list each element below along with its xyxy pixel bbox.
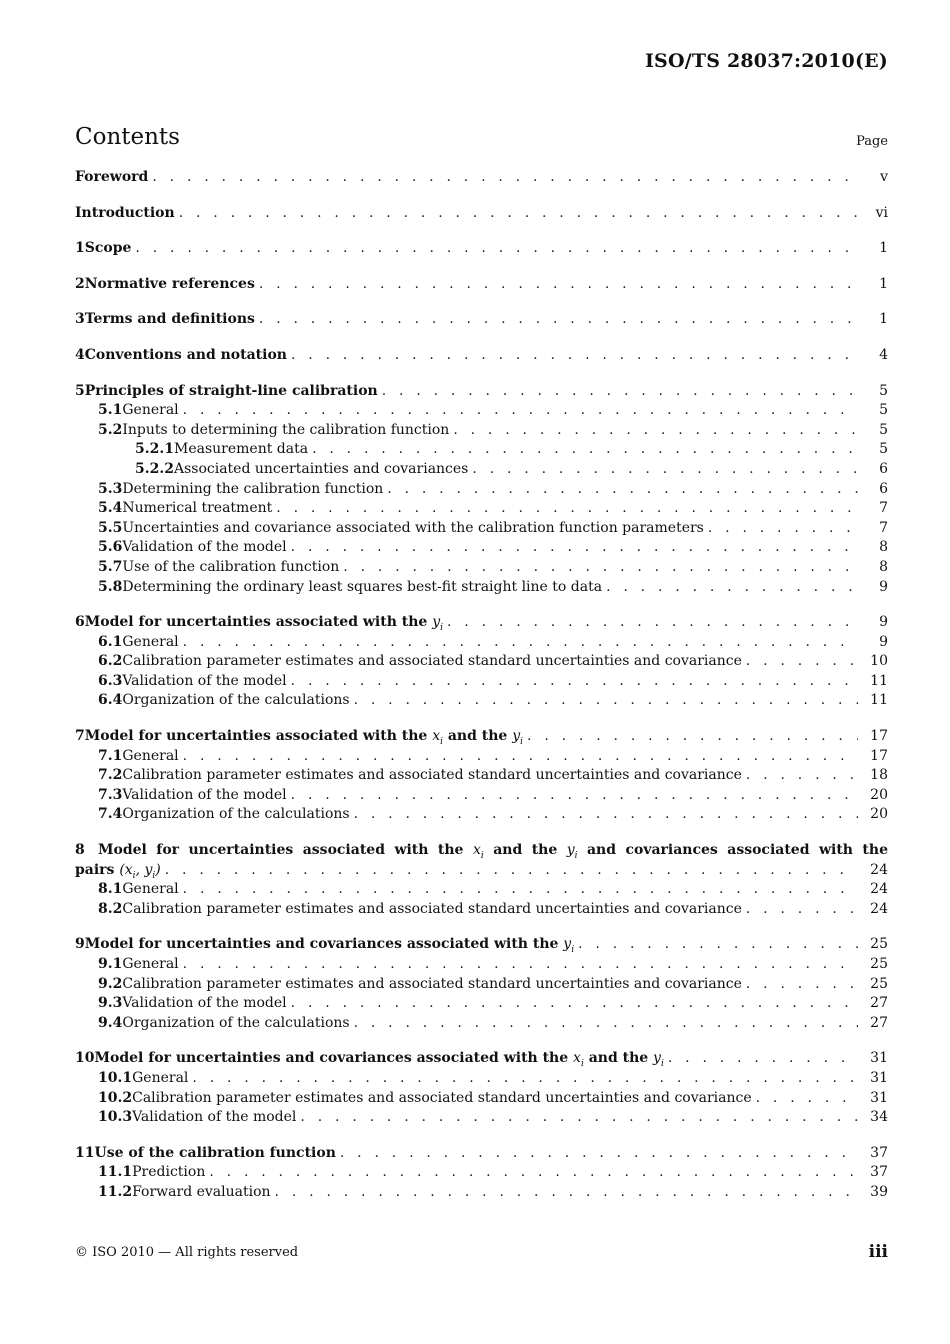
toc-page-number: 5 <box>879 402 888 419</box>
toc-subentry <box>75 955 888 975</box>
toc-page-number: 6 <box>879 460 888 477</box>
math-variable: $y_i$ <box>566 842 578 861</box>
toc-entry-number: 11.2 <box>98 1183 133 1200</box>
toc-page-number: 25 <box>870 936 888 953</box>
toc-entry-number: 5.2.1 <box>135 441 174 458</box>
toc-entry-title: Calibration parameter estimates and associated standard uncertainties and covariance <box>122 767 742 784</box>
math-pair <box>119 861 161 881</box>
toc-page-number: 5 <box>879 382 888 399</box>
toc-subentry <box>75 786 888 806</box>
leader-dots <box>192 1069 858 1089</box>
toc-entry-title: Organization of the calculations <box>122 806 350 823</box>
leader-dots <box>708 519 858 539</box>
toc-page-number: 6 <box>879 480 888 497</box>
toc-subentry <box>75 401 888 421</box>
copyright-notice: © ISO 2010 — All rights reserved <box>75 1245 299 1260</box>
math-subscript: i <box>571 945 575 956</box>
toc-entry-number: 6.1 <box>98 633 123 650</box>
leader-dots <box>312 440 858 460</box>
toc-entry-title: Prediction <box>132 1164 206 1181</box>
toc-entry-number: 10.2 <box>98 1089 133 1106</box>
toc-entry <box>75 204 888 224</box>
toc-entry-number: 2 <box>75 275 85 292</box>
toc-entry-title: Model for uncertainties associated with the $x_i$ and the $y_i$ <box>84 728 524 747</box>
toc-entry-title: General <box>122 881 179 898</box>
leader-dots <box>756 1089 858 1109</box>
toc-entry-number: 10.3 <box>98 1109 133 1126</box>
leader-dots <box>300 1108 858 1128</box>
toc-page-number: 24 <box>870 861 888 878</box>
math-subscript: i <box>520 736 524 747</box>
leader-dots <box>291 994 858 1014</box>
toc-entry-title: Calibration parameter estimates and associated standard uncertainties and covariance <box>132 1089 752 1106</box>
toc-entry <box>75 275 888 295</box>
toc-entry-number: 5.3 <box>98 480 123 497</box>
leader-dots <box>291 346 858 366</box>
leader-dots <box>183 955 858 975</box>
toc-page-number: 31 <box>870 1089 888 1106</box>
toc-entry-number: 5.2 <box>98 421 123 438</box>
toc-entry-title: Introduction <box>75 204 175 221</box>
toc-subentry <box>75 558 888 578</box>
toc-entry-number: 7.4 <box>98 806 123 823</box>
toc-entry <box>75 861 888 881</box>
leader-dots <box>746 900 858 920</box>
toc-section <box>75 935 888 1033</box>
toc-entry-number: 5 <box>75 382 85 399</box>
math-variable: ($x_i$, $y_i$) <box>119 861 161 881</box>
leader-dots <box>165 861 858 881</box>
toc-page-number: 9 <box>879 633 888 650</box>
toc-subentry <box>75 652 888 672</box>
toc-page-number: 1 <box>879 311 888 328</box>
toc-entry-line <box>75 841 888 861</box>
math-subscript: i <box>152 870 156 881</box>
leader-dots <box>183 880 858 900</box>
toc-page-number: 11 <box>870 692 888 709</box>
toc-page-number: 11 <box>870 672 888 689</box>
toc-subentry <box>75 1183 888 1203</box>
toc-entry-number: 9.2 <box>98 975 123 992</box>
toc-section <box>75 727 888 825</box>
toc-entry-number: 8.2 <box>98 900 123 917</box>
toc-entry-title: Associated uncertainties and covariances <box>173 460 469 477</box>
toc-page-number: 1 <box>879 240 888 257</box>
toc-page-number: 7 <box>879 500 888 517</box>
leader-dots <box>259 310 858 330</box>
document-id: ISO/TS 28037:2010(E) <box>644 50 888 72</box>
toc-subentry <box>75 994 888 1014</box>
leader-dots <box>276 499 858 519</box>
toc-subentry <box>75 578 888 598</box>
math-variable: $x_i$ <box>432 728 443 747</box>
leader-dots <box>291 672 858 692</box>
toc-entry-number: 6 <box>75 614 85 631</box>
toc-page-number: 10 <box>870 653 888 670</box>
toc-entry-title: General <box>122 633 179 650</box>
toc-entry <box>75 1144 888 1164</box>
toc-entry-title: Model for uncertainties and covariances associated with the $x_i$ and the $y_i$ <box>94 1050 664 1070</box>
toc-section <box>75 168 888 188</box>
toc-entry-number: 6.4 <box>98 692 123 709</box>
leader-dots <box>340 1144 858 1164</box>
leader-dots <box>152 168 858 188</box>
math-variable: $x_i$ <box>573 1050 584 1070</box>
toc-page-number: 20 <box>870 806 888 823</box>
toc-entry-number: 9 <box>75 936 85 953</box>
math-variable: $y_i$ <box>432 614 443 633</box>
leader-dots <box>291 538 858 558</box>
toc-entry <box>75 168 888 188</box>
toc-entry-title: General <box>132 1069 189 1086</box>
toc-section <box>75 275 888 295</box>
leader-dots <box>746 652 858 672</box>
toc-entry-number: 7.1 <box>98 747 123 764</box>
leader-dots <box>382 382 858 402</box>
math-variable: $y_i$ <box>512 728 524 747</box>
toc-entry <box>75 1049 888 1069</box>
leader-dots <box>746 975 858 995</box>
toc-subentry <box>75 480 888 500</box>
toc-subentry <box>75 975 888 995</box>
toc-entry-title: Calibration parameter estimates and associated standard uncertainties and covariance <box>122 653 742 670</box>
toc-entry-title: Use of the calibration function <box>122 558 340 575</box>
toc-entry-title: Measurement data <box>173 441 309 458</box>
toc-section <box>75 346 888 366</box>
math-variable: $y_i$ <box>563 936 575 956</box>
toc-subentry <box>75 460 888 480</box>
math-variable: $x_i$ <box>472 842 484 861</box>
toc-entry-title: Terms and definitions <box>84 311 255 328</box>
toc-subentry <box>75 1014 888 1034</box>
leader-dots <box>387 480 858 500</box>
toc-entry-title: pairs ($x_i$, $y_i$) <box>75 861 161 881</box>
toc-entry-title: General <box>122 956 179 972</box>
toc-entry-number: 5.4 <box>98 500 123 517</box>
toc-entry-number: 4 <box>75 346 85 363</box>
toc-subentry <box>75 691 888 711</box>
toc-entry-number: 8.1 <box>98 881 123 898</box>
leader-dots <box>606 578 858 598</box>
toc-section <box>75 310 888 330</box>
toc-entry-title: Model for uncertainties and covariances associated with the $y_i$ <box>84 936 575 956</box>
toc-subentry <box>75 538 888 558</box>
toc-entry-number: 11.1 <box>98 1164 133 1181</box>
toc-subentry <box>75 1069 888 1089</box>
toc-entry-number: 5.8 <box>98 578 123 595</box>
leader-dots <box>135 239 858 259</box>
toc-section <box>75 382 888 598</box>
toc-entry <box>75 613 888 633</box>
toc-section <box>75 613 888 711</box>
math-subscript: i <box>440 736 443 747</box>
toc-entry <box>75 935 888 955</box>
math-subscript: i <box>660 1059 664 1070</box>
contents-title: Contents <box>75 124 180 150</box>
toc-subentry <box>75 499 888 519</box>
leader-dots <box>578 935 858 955</box>
leader-dots <box>447 613 858 633</box>
toc-page-number: 25 <box>870 956 888 972</box>
math-subscript: i <box>580 1059 584 1070</box>
toc-entry-number: 9.1 <box>98 956 123 972</box>
toc-page-number: 39 <box>870 1183 888 1200</box>
toc-entry-number: 6.2 <box>98 653 123 670</box>
toc-entry-number: 8 <box>75 842 85 859</box>
toc-page-number: 25 <box>870 975 888 992</box>
toc-entry <box>75 310 888 330</box>
toc-page-number: 9 <box>879 614 888 631</box>
math-subscript: i <box>480 850 484 861</box>
toc-page-number: 27 <box>870 1014 888 1031</box>
toc-subentry <box>75 1108 888 1128</box>
toc-entry-title: Inputs to determining the calibration function <box>122 421 450 438</box>
toc-entry-number: 5.1 <box>98 402 123 419</box>
toc-page-number: 17 <box>870 747 888 764</box>
leader-dots <box>472 460 858 480</box>
toc-entry-title: Organization of the calculations <box>122 692 350 709</box>
toc-section <box>75 841 888 919</box>
table-of-contents <box>75 168 888 1219</box>
toc-page-number: 5 <box>879 421 888 438</box>
toc-page-number: 27 <box>870 995 888 1012</box>
toc-entry-number: 3 <box>75 311 85 328</box>
toc-subentry <box>75 1089 888 1109</box>
toc-subentry <box>75 672 888 692</box>
toc-entry-title: Validation of the model <box>122 995 287 1012</box>
toc-subentry <box>75 421 888 441</box>
toc-subentry <box>75 880 888 900</box>
toc-page-number: 17 <box>870 728 888 745</box>
toc-entry-title: Forward evaluation <box>132 1183 271 1200</box>
toc-entry-number: 9.3 <box>98 995 123 1012</box>
toc-entry-title: General <box>122 402 179 419</box>
toc-entry <box>75 382 888 402</box>
toc-entry <box>75 727 888 747</box>
toc-subentry <box>75 900 888 920</box>
toc-entry-number: 11 <box>75 1144 95 1161</box>
toc-page-number: 37 <box>870 1164 888 1181</box>
leader-dots <box>275 1183 858 1203</box>
toc-entry-title: Validation of the model <box>122 786 287 803</box>
toc-entry-title: General <box>122 747 179 764</box>
toc-entry-title: Normative references <box>84 275 255 292</box>
toc-subentry <box>75 519 888 539</box>
math-variable: $y_i$ <box>653 1050 664 1070</box>
toc-page-number: 9 <box>879 578 888 595</box>
toc-entry-title: Principles of straight-line calibration <box>84 382 378 399</box>
toc-entry-number: 1 <box>75 240 85 257</box>
toc-subentry <box>75 747 888 767</box>
leader-dots <box>354 805 858 825</box>
toc-entry-title: Model for uncertainties associated with the $x_i$ and the $y_i$ and covariances associated with the <box>98 842 888 861</box>
toc-entry-title: Determining the ordinary least squares best-fit straight line to data <box>122 578 603 595</box>
toc-page-number: 31 <box>870 1050 888 1067</box>
toc-section <box>75 204 888 224</box>
toc-page-number: 20 <box>870 786 888 803</box>
math-subscript: i <box>132 870 136 881</box>
leader-dots <box>354 691 858 711</box>
toc-page-number: 24 <box>870 881 888 898</box>
toc-entry-title: Foreword <box>75 169 149 185</box>
toc-page-number: 31 <box>870 1069 888 1086</box>
toc-entry-number: 5.7 <box>98 558 123 575</box>
toc-entry-number: 5.6 <box>98 539 123 556</box>
toc-subentry <box>75 1163 888 1183</box>
toc-entry-number: 10.1 <box>98 1069 133 1086</box>
toc-subentry <box>75 805 888 825</box>
toc-section <box>75 239 888 259</box>
toc-entry-number: 5.5 <box>98 519 123 536</box>
toc-page-number: 18 <box>870 767 888 784</box>
leader-dots <box>183 401 858 421</box>
toc-entry-number: 5.2.2 <box>135 460 174 477</box>
toc-entry <box>75 239 888 259</box>
toc-page-number: v <box>880 169 888 185</box>
toc-entry-number: 9.4 <box>98 1014 123 1031</box>
toc-page-number: 7 <box>879 519 888 536</box>
toc-entry-number: 7.2 <box>98 767 123 784</box>
toc-page-number: 4 <box>879 346 888 363</box>
toc-entry-title: Use of the calibration function <box>94 1144 336 1161</box>
toc-subentry <box>75 766 888 786</box>
leader-dots <box>668 1049 858 1069</box>
toc-section <box>75 1144 888 1203</box>
toc-page-number: vi <box>875 204 888 221</box>
leader-dots <box>291 786 858 806</box>
toc-section <box>75 1049 888 1127</box>
leader-dots <box>343 558 858 578</box>
toc-entry-title: Uncertainties and covariance associated with the calibration function parameters <box>122 519 704 536</box>
math-subscript: i <box>440 622 443 633</box>
leader-dots <box>179 204 858 224</box>
toc-entry-title: Organization of the calculations <box>122 1014 350 1031</box>
toc-entry-title: Validation of the model <box>122 672 287 689</box>
toc-page-number: 5 <box>879 441 888 458</box>
leader-dots <box>527 727 858 747</box>
toc-page-number: 24 <box>870 900 888 917</box>
leader-dots <box>209 1163 858 1183</box>
math-subscript: i <box>574 850 578 861</box>
toc-entry-title: Scope <box>84 240 132 257</box>
toc-entry-title: Validation of the model <box>132 1109 297 1126</box>
page-number: iii <box>868 1242 888 1262</box>
toc-entry-title: Validation of the model <box>122 539 287 556</box>
toc-subentry <box>75 440 888 460</box>
toc-page-number: 37 <box>870 1144 888 1161</box>
toc-entry-number: 6.3 <box>98 672 123 689</box>
toc-entry-number: 10 <box>75 1050 95 1067</box>
toc-entry-title: Conventions and notation <box>84 346 287 363</box>
toc-page-number: 8 <box>879 539 888 556</box>
leader-dots <box>354 1014 858 1034</box>
toc-page-number: 1 <box>879 275 888 292</box>
leader-dots <box>183 633 858 653</box>
toc-page-number: 8 <box>879 558 888 575</box>
leader-dots <box>259 275 858 295</box>
toc-page-number: 34 <box>870 1109 888 1126</box>
toc-entry-number: 7 <box>75 728 85 745</box>
toc-entry <box>75 346 888 366</box>
leader-dots <box>746 766 858 786</box>
toc-entry-title: Calibration parameter estimates and associated standard uncertainties and covariance <box>122 975 742 992</box>
toc-subentry <box>75 633 888 653</box>
toc-entry-title: Model for uncertainties associated with the $y_i$ <box>84 614 443 633</box>
toc-entry-number: 7.3 <box>98 786 123 803</box>
leader-dots <box>453 421 858 441</box>
page-column-label: Page <box>856 134 888 149</box>
toc-entry-title: Calibration parameter estimates and associated standard uncertainties and covariance <box>122 900 742 917</box>
toc-entry-title: Determining the calibration function <box>122 480 384 497</box>
leader-dots <box>183 747 858 767</box>
toc-entry-title: Numerical treatment <box>122 500 273 517</box>
